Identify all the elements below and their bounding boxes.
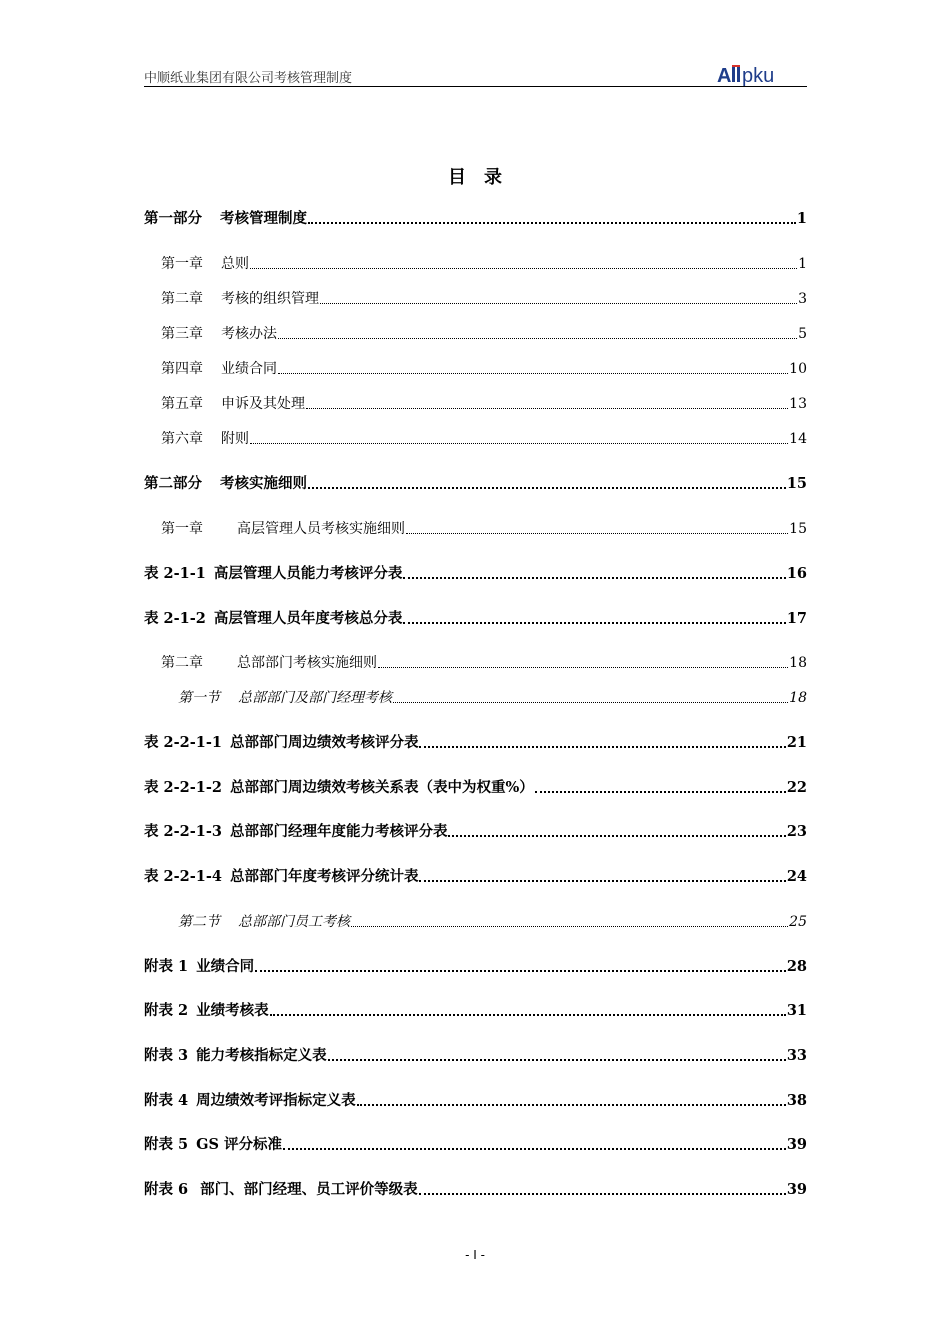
company-logo [717, 62, 805, 86]
toc-entry-part-2[interactable]: 第二部分 考核实施细则 15 [144, 475, 807, 492]
toc-entry[interactable]: 第二章 总部部门考核实施细则 18 [161, 655, 807, 671]
toc-title: 目录 [448, 167, 520, 188]
toc-entry-appendix[interactable]: 附表 4 周边绩效考评指标定义表 38 [144, 1092, 807, 1109]
toc-entry[interactable]: 第六章 附则 14 [161, 431, 807, 447]
toc-entry-part-1[interactable]: 第一部分 考核管理制度 1 [144, 210, 807, 227]
toc-entry-appendix[interactable]: 附表 5 GS 评分标准 39 [144, 1136, 807, 1153]
toc-entry-appendix[interactable]: 附表 3 能力考核指标定义表 33 [144, 1047, 807, 1064]
toc-entry-table[interactable]: 表 2-2-1-4 总部部门年度考核评分统计表 24 [144, 868, 807, 885]
toc-entry-appendix[interactable]: 附表 1 业绩合同 28 [144, 958, 807, 975]
header-title: 中顺纸业集团有限公司考核管理制度 [144, 71, 353, 86]
svg-text:A: A [717, 65, 731, 86]
toc-entry[interactable]: 第一章 高层管理人员考核实施细则 15 [161, 521, 807, 537]
svg-text:pku: pku [742, 65, 775, 86]
page-header [144, 62, 807, 87]
toc-entry-table[interactable]: 表 2-2-1-2 总部部门周边绩效考核关系表（表中为权重%） 22 [144, 779, 807, 796]
toc-entry-table[interactable]: 表 2-2-1-1 总部部门周边绩效考核评分表 21 [144, 734, 807, 751]
toc-entry[interactable]: 第一章 总则 1 [161, 256, 807, 272]
page-number: - I - [465, 1248, 485, 1262]
toc-entry-table[interactable]: 表 2-1-2 高层管理人员年度考核总分表 17 [144, 610, 807, 627]
toc-entry-section[interactable]: 第二节 总部部门员工考核 25 [178, 914, 807, 930]
toc-entry-table[interactable]: 表 2-2-1-3 总部部门经理年度能力考核评分表 23 [144, 823, 807, 840]
toc-entry-table[interactable]: 表 2-1-1 高层管理人员能力考核评分表 16 [144, 565, 807, 582]
toc-entry[interactable]: 第五章 申诉及其处理 13 [161, 396, 807, 412]
toc-entry-appendix[interactable]: 附表 6 部门、部门经理、员工评价等级表 39 [144, 1181, 807, 1198]
toc-entry-section[interactable]: 第一节 总部部门及部门经理考核 18 [178, 690, 807, 706]
toc-entry-appendix[interactable]: 附表 2 业绩考核表 31 [144, 1002, 807, 1019]
toc-entry[interactable]: 第二章 考核的组织管理 3 [161, 291, 807, 307]
toc-entry[interactable]: 第三章 考核办法 5 [161, 326, 807, 342]
toc-entry[interactable]: 第四章 业绩合同 10 [161, 361, 807, 377]
